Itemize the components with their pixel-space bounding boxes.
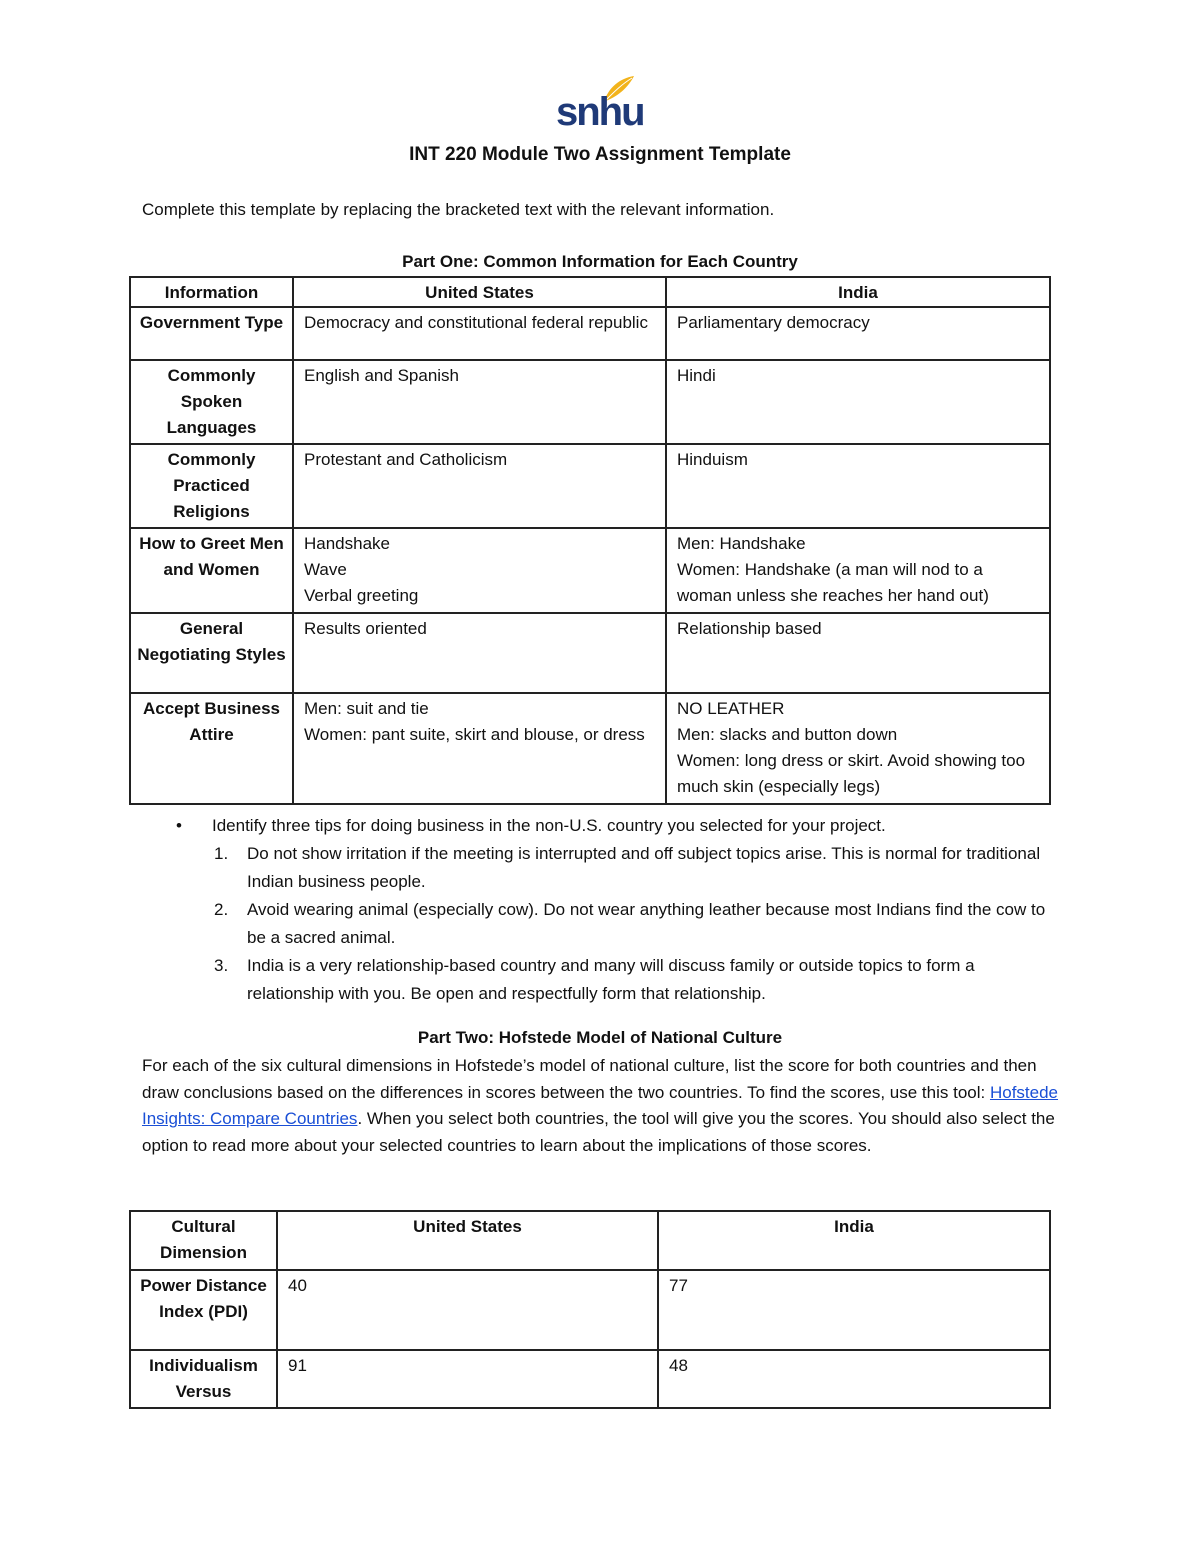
tips-bullet: • Identify three tips for doing business in the non-U.S. country you selected for your project. — [172, 812, 1052, 840]
bullet-icon: • — [176, 816, 182, 835]
table-row — [130, 444, 1050, 528]
row-label: Accept Business Attire — [130, 693, 293, 804]
document-title: INT 220 Module Two Assignment Template — [409, 144, 791, 165]
header-united-states: United States — [293, 277, 666, 307]
india-score: 48 — [658, 1350, 1050, 1408]
row-label: Commonly Spoken Languages — [130, 360, 293, 444]
us-cell: Handshake Wave Verbal greeting — [293, 528, 666, 613]
part-one-heading: Part One: Common Information for Each Country — [402, 252, 798, 271]
table-header-row — [130, 277, 1050, 307]
row-label: General Negotiating Styles — [130, 613, 293, 693]
india-cell: Relationship based — [666, 613, 1050, 693]
intro-text: Complete this template by replacing the bracketed text with the relevant information. — [142, 200, 775, 219]
us-cell: Democracy and constitutional federal republic — [293, 307, 666, 360]
us-cell: Men: suit and tie Women: pant suite, skirt and blouse, or dress — [293, 693, 666, 804]
india-cell: Hindi — [666, 360, 1050, 444]
header-cultural-dimension: Cultural Dimension — [130, 1211, 277, 1270]
india-cell: NO LEATHER Men: slacks and button down Women: long dress or skirt. Avoid showing too much skin (especially legs) — [666, 693, 1050, 804]
tip-item: 3. India is a very relationship-based country and many will discuss family or outside topics to form a relationship with you. Be open and respectfully form that relationship. — [214, 956, 975, 1003]
table-row — [130, 1350, 1050, 1408]
header-information: Information — [130, 277, 293, 307]
dimension-label: Individualism Versus — [130, 1350, 277, 1408]
table-header-row — [130, 1211, 1050, 1270]
part-two-heading: Part Two: Hofstede Model of National Culture — [417, 1028, 783, 1047]
row-label: Government Type — [130, 307, 293, 360]
header-india: India — [666, 277, 1050, 307]
india-cell: Hinduism — [666, 444, 1050, 528]
us-cell: Results oriented — [293, 613, 666, 693]
dimension-label: Power Distance Index (PDI) — [130, 1270, 277, 1350]
hofstede-table — [129, 1210, 1051, 1409]
table-row — [130, 528, 1050, 613]
table-row — [130, 307, 1050, 360]
common-info-table — [129, 276, 1051, 805]
us-cell: Protestant and Catholicism — [293, 444, 666, 528]
tips-list — [172, 812, 1052, 1008]
tip-item: 1. Do not show irritation if the meeting is interrupted and off subject topics arise. This is normal for traditional Indian business people. — [214, 844, 1041, 891]
header-india: India — [658, 1211, 1050, 1270]
logo-wordmark: snhu — [556, 90, 644, 134]
table-row — [130, 1270, 1050, 1350]
header-united-states: United States — [277, 1211, 658, 1270]
india-cell: Men: Handshake Women: Handshake (a man will nod to a woman unless she reaches her hand out) — [666, 528, 1050, 613]
us-score: 40 — [277, 1270, 658, 1350]
india-cell: Parliamentary democracy — [666, 307, 1050, 360]
table-row — [130, 613, 1050, 693]
row-label: How to Greet Men and Women — [130, 528, 293, 613]
table-row — [130, 360, 1050, 444]
part-two-instructions: For each of the six cultural dimensions in Hofstede’s model of national culture, list the score for both countries and then draw conclusions based on the differences in scores between the two countries. To find the scores, use this tool: Hofstede Insights: Compare Countries. When you select both countries, the tool will give you the scores. You should also select the option to read more about your selected countries to learn about the implications of those scores. — [142, 1056, 1059, 1155]
us-score: 91 — [277, 1350, 658, 1408]
us-cell: English and Spanish — [293, 360, 666, 444]
table-row — [130, 693, 1050, 804]
snhu-logo — [556, 74, 644, 134]
row-label: Commonly Practiced Religions — [130, 444, 293, 528]
hofstede-compare-link[interactable]: Hofstede Insights: Compare Countries — [142, 1082, 1059, 1128]
india-score: 77 — [658, 1270, 1050, 1350]
tip-item: 2. Avoid wearing animal (especially cow). Do not wear anything leather because most Indians find the cow to be a sacred animal. — [214, 900, 1046, 947]
